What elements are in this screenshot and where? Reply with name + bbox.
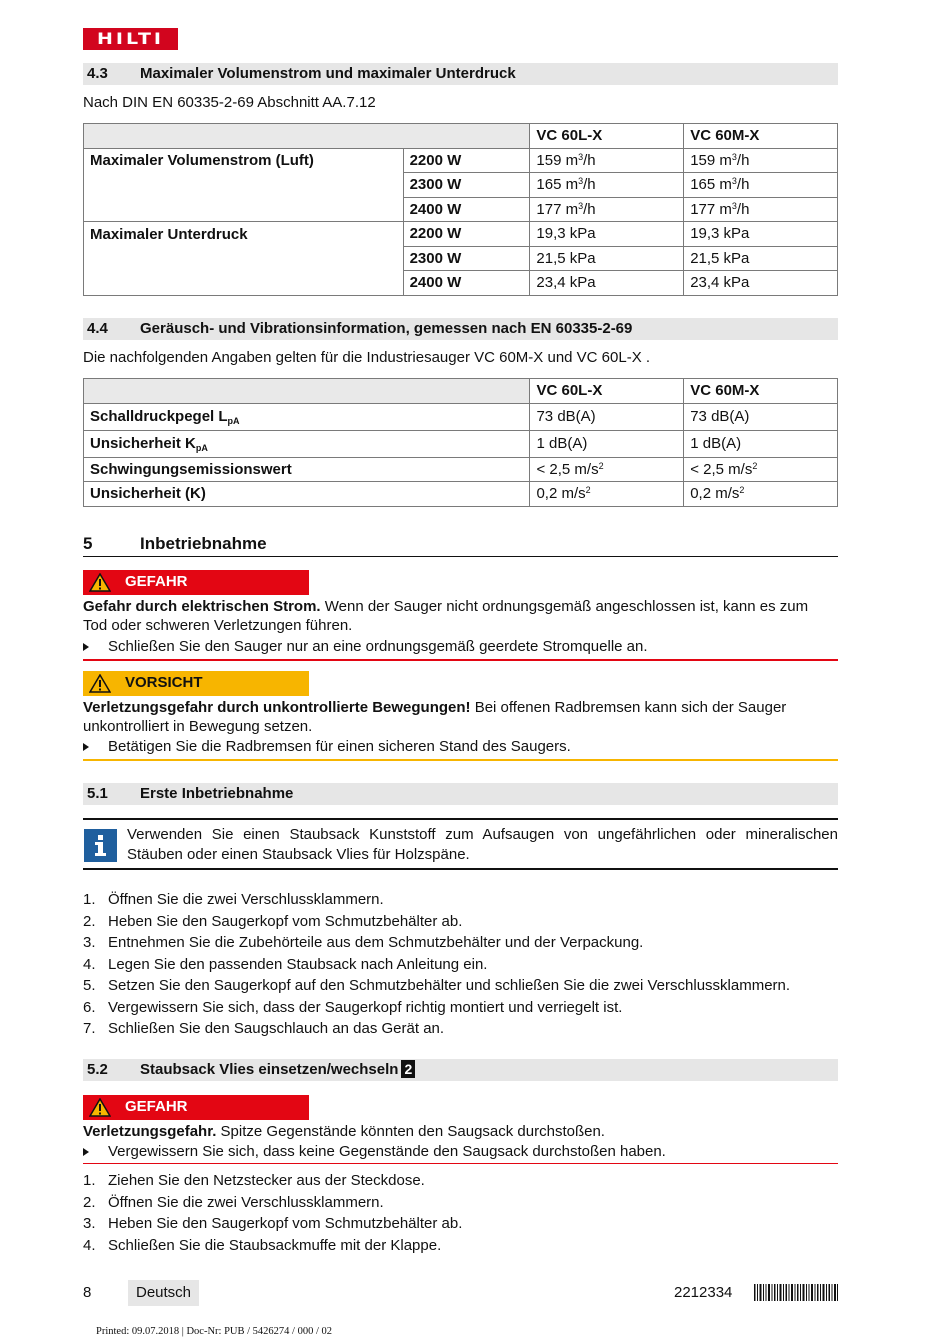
table-row <box>84 148 838 173</box>
section-4-3-intro: Nach DIN EN 60335-2-69 Abschnitt AA.7.12 <box>83 94 376 111</box>
value-cell: 1 dB(A) <box>530 430 684 457</box>
section-4-4-intro: Die nachfolgenden Angaben gelten für die Industriesauger VC 60M-X und VC 60L-X . <box>83 349 651 366</box>
value-cell: 73 dB(A) <box>684 403 838 430</box>
arrow-bullet-icon <box>83 643 89 651</box>
section-number: 5.1 <box>87 785 108 802</box>
table-row <box>84 403 838 430</box>
section-number: 4.4 <box>87 320 108 337</box>
row-label: Schwingungsemissionswert <box>84 457 530 482</box>
table-row <box>84 482 838 507</box>
language-tab: Deutsch <box>128 1280 199 1306</box>
value-cell: 21,5 kPa <box>684 246 838 271</box>
section-4-4-header <box>83 318 838 340</box>
section-4-3-header <box>83 63 838 85</box>
value-cell: 23,4 kPa <box>684 271 838 296</box>
steps-5-2 <box>83 1171 838 1257</box>
info-text: Verwenden Sie einen Staubsack Kunststoff zum Aufsaugen von ungefährlichen oder mineralischen Stäuben oder einen Staubsack Vlies für Holzspäne. <box>127 826 838 863</box>
table-header-row <box>84 124 838 149</box>
value-cell: 165 $m^3/h$ <box>684 173 838 198</box>
wattage-cell: 2200 W <box>403 148 530 173</box>
warning-triangle-icon <box>89 674 111 693</box>
section-title: Maximaler Volumenstrom und maximaler Unterdruck <box>140 65 516 82</box>
wattage-cell: 2300 W <box>403 246 530 271</box>
list-item: 4. Schließen Sie die Staubsackmuffe mit der Klappe. <box>83 1236 442 1254</box>
arrow-bullet-icon <box>83 1148 89 1156</box>
value-cell: 23,4 kPa <box>530 271 684 296</box>
value-cell: < 2,5 $m/s^2$ <box>684 457 838 482</box>
section-5-2-header <box>83 1059 838 1081</box>
table-header-row <box>84 379 838 404</box>
caution-text: Verletzungsgefahr durch unkontrollierte Bewegungen! Bei offenen Radbremsen kann sich der Sauger <box>83 699 787 716</box>
value-cell: 159 $m^3/h$ <box>530 148 684 173</box>
table-row <box>84 457 838 482</box>
list-item: 3. Entnehmen Sie die Zubehörteile aus dem Schmutzbehälter und der Verpackung. <box>83 934 644 951</box>
danger-badge <box>83 570 309 595</box>
barcode <box>754 1284 838 1301</box>
danger-text: Gefahr durch elektrischen Strom. Wenn der Sauger nicht ordnungsgemäß angeschlossen ist, kann es zum <box>83 598 809 615</box>
noise-vibration-table <box>83 378 838 507</box>
document-id: 2212334 <box>674 1284 733 1301</box>
section-number: 5.2 <box>87 1061 108 1078</box>
chapter-title: Inbetriebnahme <box>140 534 267 553</box>
list-item: 7. Schließen Sie den Saugschlauch an das Gerät an. <box>83 1020 445 1037</box>
page-number: 8 <box>83 1284 92 1301</box>
row-label: Maximaler Unterdruck <box>84 222 404 247</box>
value-cell: 177 $m^3/h$ <box>684 197 838 222</box>
caution-badge <box>83 671 309 696</box>
list-item: 1. Öffnen Sie die zwei Verschlussklammern. <box>83 891 384 908</box>
row-label: Unsicherheit (K) <box>84 482 530 507</box>
table-row <box>84 246 838 271</box>
hilti-logo: HILTI <box>83 28 178 50</box>
wattage-cell: 2300 W <box>403 173 530 198</box>
caution-text-cont: unkontrolliert in Bewegung setzen. <box>83 718 313 735</box>
row-label: Unsicherheit $K_{pA}$ <box>84 430 530 457</box>
row-label: Maximaler Volumenstrom (Luft) <box>84 148 404 173</box>
col-header: VC 60L-X <box>530 379 684 404</box>
wattage-cell: 2400 W <box>403 271 530 296</box>
value-cell: 73 dB(A) <box>530 403 684 430</box>
chapter-number: 5 <box>83 534 93 553</box>
value-cell: 19,3 kPa <box>530 222 684 247</box>
caution-rule <box>83 759 838 761</box>
danger-rule <box>83 659 838 661</box>
table-row <box>84 173 838 198</box>
print-info: Printed: 09.07.2018 | Doc-Nr: PUB / 5426274 / 000 / 02 <box>96 1326 333 1337</box>
flow-pressure-table <box>83 123 838 296</box>
danger-label: GEFAHR <box>125 573 188 590</box>
value-cell: 21,5 kPa <box>530 246 684 271</box>
section-title: Geräusch- und Vibrationsinformation, gemessen nach EN 60335-2-69 <box>140 320 633 337</box>
value-cell: < 2,5 $m/s^2$ <box>530 457 684 482</box>
value-cell: 19,3 kPa <box>684 222 838 247</box>
col-header: VC 60M-X <box>684 379 838 404</box>
empty-header-cell <box>84 124 530 149</box>
warning-triangle-icon <box>89 1098 111 1117</box>
section-title: Staubsack Vlies einsetzen/wechseln 2 <box>140 1059 415 1081</box>
info-note <box>83 818 838 870</box>
table-row <box>84 197 838 222</box>
value-cell: 159 $m^3/h$ <box>684 148 838 173</box>
danger-rule <box>83 1163 838 1164</box>
warning-triangle-icon <box>89 573 111 592</box>
caution-label: VORSICHT <box>125 674 203 691</box>
steps-5-1 <box>83 890 838 1041</box>
value-cell: 0,2 $m/s^2$ <box>530 482 684 507</box>
col-header: VC 60L-X <box>530 124 684 149</box>
table-row <box>84 430 838 457</box>
value-cell: 177 $m^3/h$ <box>530 197 684 222</box>
info-icon <box>84 829 117 862</box>
danger-badge <box>83 1095 309 1120</box>
arrow-bullet-icon <box>83 743 89 751</box>
list-item: 1. Ziehen Sie den Netzstecker aus der Steckdose. <box>83 1172 425 1189</box>
figure-reference: 2 <box>401 1060 415 1078</box>
wattage-cell: 2200 W <box>403 222 530 247</box>
row-label: Schalldruckpegel $L_{pA}$ <box>84 403 530 430</box>
table-row <box>84 222 838 247</box>
list-item: 6. Vergewissern Sie sich, dass der Saugerkopf richtig montiert und verriegelt ist. <box>83 998 623 1016</box>
value-cell: 165 $m^3/h$ <box>530 173 684 198</box>
empty-header-cell <box>84 379 530 404</box>
manual-page: HILTI 4.3 Maximaler Volumenstrom und maximaler Unterdruck Nach DIN EN 60335-2-69 Abschnitt AA.7.12 VC 60L-X VC 60M-X Maximaler Volumenstrom (Luft) 2200 W 159 $m^3/h$ 159 $m^3/h$ 2300 W 165 $m^3/h$ 165 $m^3/h$ 2400 W 177 $m^3/h$ 177 $m^3/h$ Maximaler Unterdruck 2200 W 19,3 kPa 19,3 kPa 2300 W 21,5 kPa 21,5 kPa 2400 W 23,4 kPa 23,4 kPa 4.4 Geräusch- und Vibrationsinformation, gemessen nach EN 60335-2-69 Die nachfolgenden Angaben gelten für die Industriesauger VC 60M-X und VC 60L-X . VC 60L-X VC 60M-X Schalldruckpegel $L_{pA}$ 73 dB(A) 73 dB(A) Unsicherheit $K_{pA}$ 1 dB(A) 1 dB(A) Schwingungsemissionswert < 2,5 $m/s^2$ < 2,5 $m/s^2$ Unsicherheit (K) 0,2 $m/s^2$ 0,2 $m/s^2$ 5 Inbetriebnahme GEFAHR Gefahr durch elektrischen Strom. Wenn der Sauger nicht ordnungsgemäß angeschlossen ist, kann es zum Tod oder schweren Verletzungen führen. Schließen Sie den Sauger nur an eine ordnungsgemäß geerdete Stromquelle an. VORSICHT Verletzungsgefahr durch unkontrollierte Bewegungen! Bei offenen Radbremsen kann sich der Sauger unkontrolliert in Bewegung setzen. Betätigen Sie die Radbremsen für einen sicheren Stand des Saugers. 5.1 Erste Inbetriebnahme Verwenden Sie einen Staubsack Kunststoff zum Aufsaugen von ungefährlichen oder mineralischen Stäuben oder einen Staubsack Vlies für Holzspäne. 1. Öffnen Sie die zwei Verschlussklammern. 2. Heben Sie den Saugerkopf vom Schmutzbehälter ab. 3. Entnehmen Sie die Zubehörteile aus dem Schmutzbehälter und der Verpackung. 4. Legen Sie den passenden Staubsack nach Anleitung ein. 5. Setzen Sie den Saugerkopf auf den Schmutzbehälter und schließen Sie die zwei Verschlussklammern. 6. Vergewissern Sie sich, dass der Saugerkopf richtig montiert und verriegelt ist. 7. Schließen Sie den Saugschlauch an das Gerät an. 5.2 Staubsack Vlies einsetzen/wechseln 2 GEFAHR Verletzungsgefahr. Spitze Gegenstände könnten den Saugsack durchstoßen. Vergewissern Sie sich, dass keine Gegenstände den Saugsack durchstoßen haben. 1. Ziehen Sie den Netzstecker aus der Steckdose. 2. Öffnen Sie die zwei Verschlussklammern. 3. Heben Sie den Saugerkopf vom Schmutzbehälter ab. 4. Schließen Sie die Staubsackmuffe mit der Klappe. 8 Deutsch 2212334 Printed: 09.07.2018 | Doc-Nr: PUB / 5426274 / 000 / 02 <box>83 29 838 1337</box>
list-item: 4. Legen Sie den passenden Staubsack nach Anleitung ein. <box>83 955 488 973</box>
section-title: Erste Inbetriebnahme <box>140 785 294 802</box>
list-item: 2. Heben Sie den Saugerkopf vom Schmutzbehälter ab. <box>83 912 463 930</box>
section-number: 4.3 <box>87 65 108 82</box>
value-cell: 0,2 $m/s^2$ <box>684 482 838 507</box>
section-5-1-header <box>83 783 838 805</box>
table-row <box>84 271 838 296</box>
value-cell: 1 dB(A) <box>684 430 838 457</box>
list-item: 5. Setzen Sie den Saugerkopf auf den Schmutzbehälter und schließen Sie die zwei Verschlussklammern. <box>83 977 791 994</box>
chapter-5-heading <box>83 533 838 557</box>
danger-text: Verletzungsgefahr. Spitze Gegenstände könnten den Saugsack durchstoßen. <box>83 1123 605 1140</box>
danger-text-cont: Tod oder schweren Verletzungen führen. <box>83 617 353 634</box>
danger-label: GEFAHR <box>125 1098 188 1115</box>
wattage-cell: 2400 W <box>403 197 530 222</box>
col-header: VC 60M-X <box>684 124 838 149</box>
list-item: 2. Öffnen Sie die zwei Verschlussklammern. <box>83 1193 384 1211</box>
list-item: 3. Heben Sie den Saugerkopf vom Schmutzbehälter ab. <box>83 1215 463 1232</box>
